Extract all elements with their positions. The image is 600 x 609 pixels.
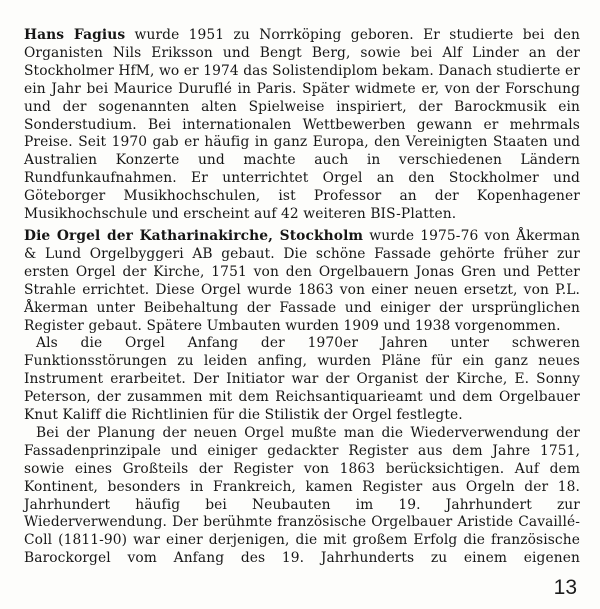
text-line: ein Jahr bei Maurice Duruflé in Paris. Später widmete er, von der Forschung xyxy=(24,80,580,97)
text-line: Stockholmer HfM, wo er 1974 das Solistendiplom bekam. Danach studierte er xyxy=(24,62,580,79)
text-line: ersten Orgel der Kirche, 1751 von den Orgelbauern Jonas Gren und Petter xyxy=(24,263,580,280)
paragraph xyxy=(24,425,580,568)
paragraph xyxy=(24,335,580,425)
text-line: Organisten Nils Eriksson und Bengt Berg, sowie bei Alf Linder an der xyxy=(24,44,580,61)
text-line: sowie eines Großteils der Register von 1863 berücksichtigen. Auf dem xyxy=(24,460,580,477)
text-line: Barockorgel vom Anfang des 19. Jahrhunderts zu einem eigenen xyxy=(24,550,580,567)
text-line: Musikhochschule und erscheint auf 42 weiteren BIS-Platten. xyxy=(24,206,457,223)
text-line: Bei der Planung der neuen Orgel mußte man die Wiederverwendung der xyxy=(36,424,580,441)
paragraph xyxy=(24,27,580,224)
paragraph-lead: Hans Fagius xyxy=(24,27,126,43)
text-line: Strahle errichtet. Diese Orgel wurde 1863 von einer neuen ersetzt, von P.L. xyxy=(24,281,580,298)
text-line: Åkerman unter Beibehaltung der Fassade und einiger der ursprünglichen xyxy=(24,299,580,316)
text-line: Die Orgel der Katharinakirche, Stockholm wurde 1975-76 von Åkerman xyxy=(24,227,580,244)
page-number: 13 xyxy=(553,576,577,599)
text-block xyxy=(24,27,580,568)
text-line: Register gebaut. Spätere Umbauten wurden 1909 und 1938 vorgenommen. xyxy=(24,317,561,334)
paragraph-lead: Die Orgel der Katharinakirche, Stockholm xyxy=(24,227,364,244)
text-line: Australien Konzerte und machte auch in verschiedenen Ländern xyxy=(24,152,580,169)
paragraph xyxy=(24,228,580,335)
text-line: Funktionsstörungen zu leiden anfing, wurden Pläne für ein ganz neues xyxy=(24,353,580,370)
text-line: Göteborger Musikhochschulen, ist Professor an der Kopenhagener xyxy=(24,188,580,205)
text-line: Rundfunkaufnahmen. Er unterrichtet Orgel an den Stockholmer und xyxy=(24,170,580,187)
text-line: Fassadenprinzipale und einiger gedackter Register aus dem Jahre 1751, xyxy=(24,442,580,459)
text-line: Instrument erarbeitet. Der Initiator war der Organist der Kirche, E. Sonny xyxy=(24,371,580,388)
text-line: Wiederverwendung. Der berühmte französische Orgelbauer Aristide Cavaillé- xyxy=(24,514,580,531)
text-line: Preise. Seit 1970 gab er häufig in ganz Europa, den Vereinigten Staaten und xyxy=(24,134,580,151)
text-line: Hans Fagius wurde 1951 zu Norrköping geboren. Er studierte bei den xyxy=(24,27,580,43)
text-line: & Lund Orgelbyggeri AB gebaut. Die schöne Fassade gehörte früher zur xyxy=(24,245,580,262)
text-line: Jahrhundert häufig bei Neubauten im 19. Jahrhundert zur xyxy=(24,496,580,513)
text-line: Coll (1811-90) war einer derjenigen, die mit großem Erfolg die französische xyxy=(24,532,580,549)
text-line: und der sogenannten alten Spielweise inspiriert, der Barockmusik ein xyxy=(24,98,580,115)
text-line: Knut Kaliff die Richtlinien für die Stilistik der Orgel festlegte. xyxy=(24,407,463,424)
text-line: Peterson, der zusammen mit dem Reichsantiquarieamt und dem Orgelbauer xyxy=(24,389,580,406)
text-line: Kontinent, besonders in Frankreich, kamen Register aus Orgeln der 18. xyxy=(24,478,580,495)
text-line: Als die Orgel Anfang der 1970er Jahren unter schweren xyxy=(36,335,580,352)
text-line: Sonderstudium. Bei internationalen Wettbewerben gewann er mehrmals xyxy=(24,116,580,133)
